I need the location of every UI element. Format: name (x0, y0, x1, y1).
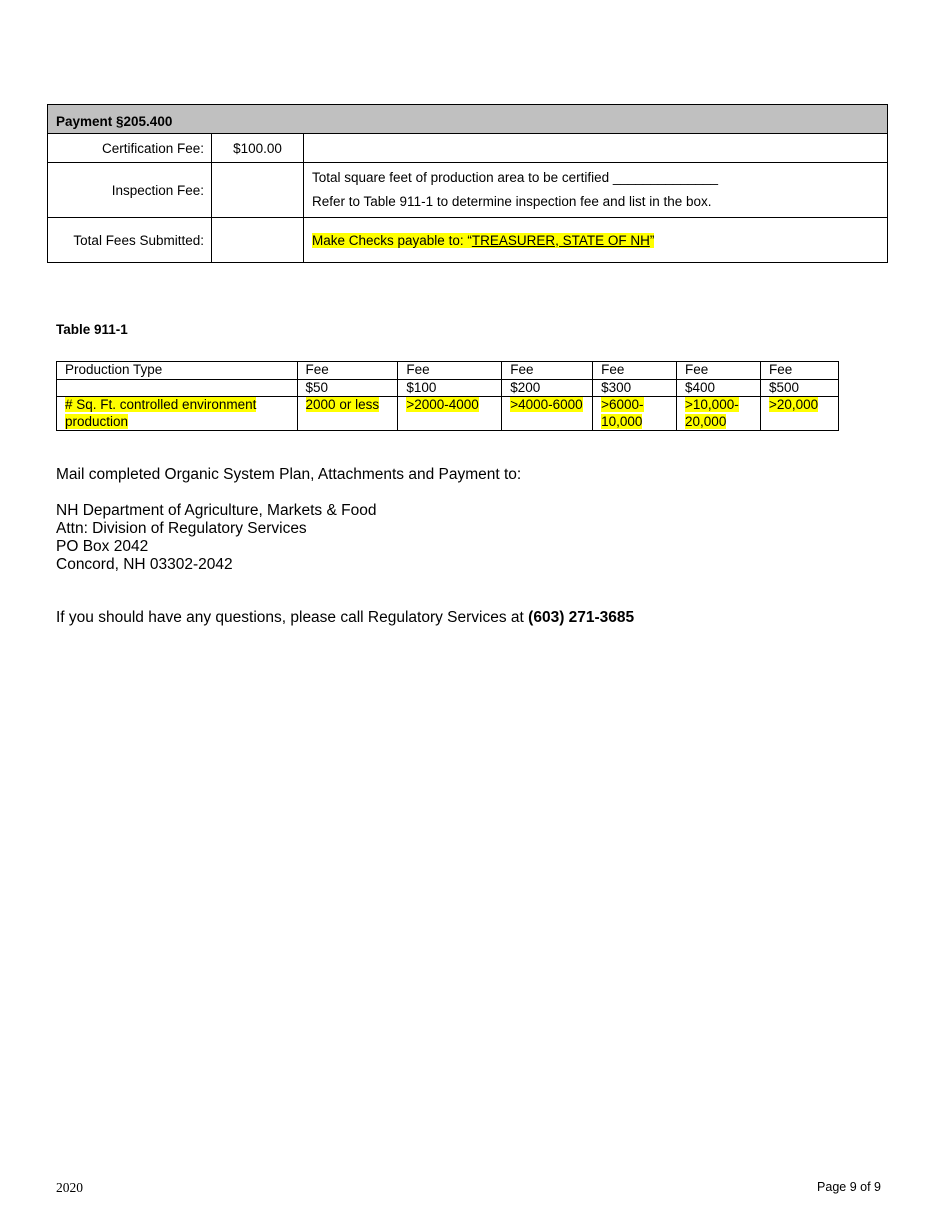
fee-table-header-cell: Fee (677, 362, 761, 380)
payment-header-row (48, 105, 888, 134)
inspection-fee-amount[interactable] (212, 163, 304, 218)
fee-table-header-row (57, 362, 839, 380)
range-cell (760, 397, 838, 431)
range-value: >20,000 (768, 397, 819, 412)
fee-cell: $50 (297, 379, 398, 397)
certification-fee-row (48, 134, 888, 163)
range-cell (398, 397, 502, 431)
address-line: Attn: Division of Regulatory Services (56, 520, 307, 537)
checks-payee: TREASURER, STATE OF NH (471, 232, 650, 248)
range-cell (593, 397, 677, 431)
fee-table-header-cell: Fee (593, 362, 677, 380)
square-feet-line: Total square feet of production area to be certified ______________ (312, 170, 719, 185)
fee-cell: $200 (502, 379, 593, 397)
address-line: PO Box 2042 (56, 538, 149, 555)
fee-table-header-cell: Fee (502, 362, 593, 380)
fee-table-header-cell: Fee (297, 362, 398, 380)
total-fees-amount[interactable] (212, 218, 304, 263)
range-cell (677, 397, 761, 431)
range-value: >4000-6000 (510, 397, 583, 412)
fee-cell (57, 379, 298, 397)
fee-table-header-cell: Fee (760, 362, 838, 380)
checks-payable-note (304, 218, 888, 263)
range-label: # Sq. Ft. controlled environment production (65, 397, 257, 429)
payment-header: Payment §205.400 (48, 105, 888, 134)
range-cell (57, 397, 298, 431)
questions-line (56, 609, 634, 627)
refer-table-line: Refer to Table 911-1 to determine inspection fee and list in the box. (312, 194, 712, 209)
mail-intro: Mail completed Organic System Plan, Attachments and Payment to: (56, 466, 522, 483)
inspection-fee-label: Inspection Fee: (48, 163, 212, 218)
inspection-fee-notes (304, 163, 888, 218)
fee-table-title: Table 911-1 (56, 322, 128, 337)
total-fees-row (48, 218, 888, 263)
range-cell (297, 397, 398, 431)
fee-table-fee-row (57, 379, 839, 397)
range-cell (502, 397, 593, 431)
phone-number: (603) 271-3685 (528, 609, 635, 626)
fee-cell: $500 (760, 379, 838, 397)
certification-fee-label: Certification Fee: (48, 134, 212, 163)
fee-table-header-cell: Production Type (57, 362, 298, 380)
range-value: >6000-10,000 (601, 397, 644, 429)
total-fees-label: Total Fees Submitted: (48, 218, 212, 263)
fee-table-header-cell: Fee (398, 362, 502, 380)
mailing-address (56, 502, 376, 574)
footer-year: 2020 (56, 1180, 83, 1195)
fee-cell: $100 (398, 379, 502, 397)
certification-fee-notes (304, 134, 888, 163)
range-value: >2000-4000 (406, 397, 479, 412)
address-line: NH Department of Agriculture, Markets & Food (56, 502, 377, 519)
checks-suffix: ” (649, 232, 655, 248)
fee-table (56, 361, 839, 431)
fee-cell: $300 (593, 379, 677, 397)
fee-cell: $400 (677, 379, 761, 397)
range-value: 2000 or less (305, 397, 380, 412)
questions-text: If you should have any questions, please call Regulatory Services at (56, 609, 529, 626)
checks-payable-text (312, 233, 654, 248)
payment-table (47, 104, 888, 263)
inspection-fee-row (48, 163, 888, 218)
fee-table-range-row (57, 397, 839, 431)
range-value: >10,000-20,000 (685, 397, 739, 429)
page-number: Page 9 of 9 (817, 1180, 881, 1194)
checks-prefix: Make Checks payable to: “ (312, 232, 472, 248)
certification-fee-amount[interactable]: $100.00 (212, 134, 304, 163)
address-line: Concord, NH 03302-2042 (56, 556, 233, 573)
